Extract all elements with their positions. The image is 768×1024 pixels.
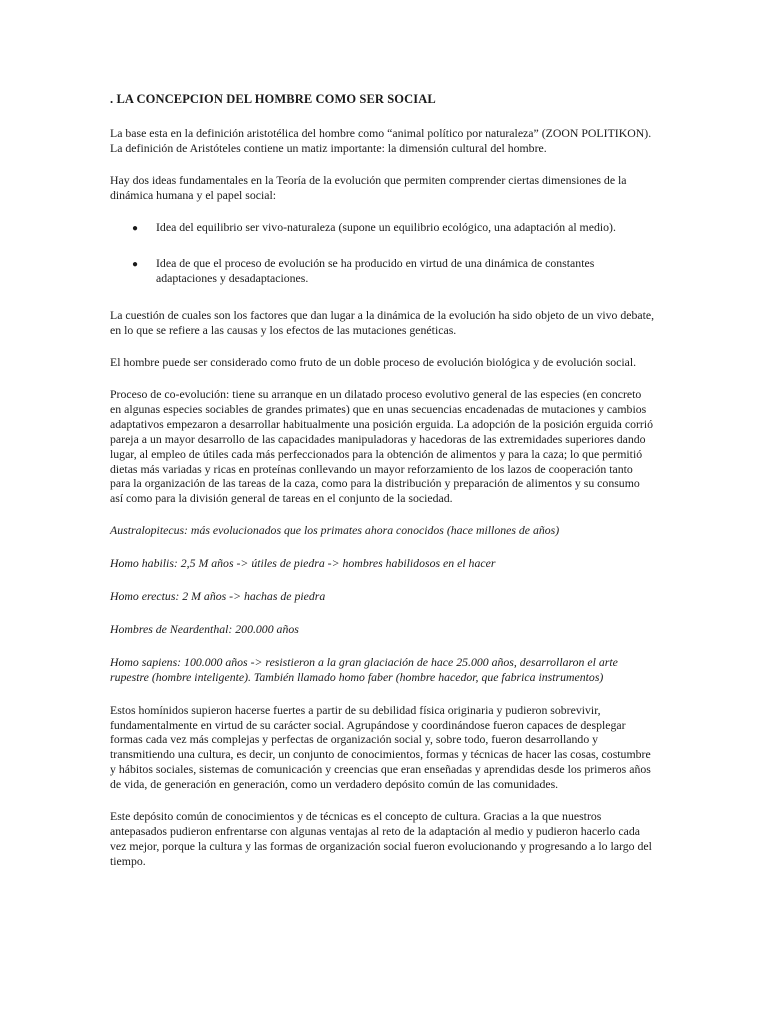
- paragraph-double-process: El hombre puede ser considerado como fruto de un doble proceso de evolución biológica y de evolución social.: [110, 355, 637, 370]
- paragraph-culture: Este depósito común de conocimientos y de técnicas es el concepto de cultura. Gracias a la que nuestros antepasados pudieron enfrentarse con algunas ventajas al reto de la adaptación al medio y pudieron hacerlo cada vez mejor, porque la cultura y las formas de organización social fueron evolucionando y progresando a lo largo del tiempo.: [110, 809, 652, 868]
- bullet-icon: ●: [132, 259, 139, 271]
- paragraph-aristotle: La base esta en la definición aristotélica del hombre como “animal político por naturaleza” (ZOON POLITIKON). La definición de Aristóteles contiene un matiz importante: la dimensión cultural del hombre.: [110, 125, 652, 155]
- paragraph-evolution-ideas: Hay dos ideas fundamentales en la Teoría de la evolución que permiten comprender ciertas dimensiones de la dinámica humana y el papel social:: [110, 172, 627, 202]
- document-page: [110, 92, 655, 886]
- ideas-list: [110, 220, 655, 287]
- list-item: [110, 220, 655, 235]
- list-item-text: Idea del equilibrio ser vivo-naturaleza (supone un equilibrio ecológico, una adaptación al medio).: [156, 219, 616, 234]
- species-neardenthal: Hombres de Neardenthal: 200.000 años: [110, 621, 299, 636]
- paragraph-co-evolution: Proceso de co-evolución: tiene su arranque en un dilatado proceso evolutivo general de las especies (en concreto en algunas especies sociables de grandes primates) que en unas secuencias encadenadas de mutaciones y cambios adaptativos empezaron a desarrollar habitualmente una posición erguida. La adopción de la posición erguida corrió pareja a un mayor desarrollo de las capacidades manipuladoras y hacedoras de las extremidades superiores dando lugar, al empleo de útiles cada más perfeccionados para la obtención de alimentos y para la caza; lo que permitió dietas más variadas y ricas en proteínas conllevando un mayor reforzamiento de los lazos de cooperación tanto para la organización de las tareas de la caza, como para la distribución y preparación de alimentos y su consumo así como para la división general de tareas en el conjunto de la sociedad.: [110, 386, 654, 506]
- paragraph-hominids: Estos homínidos supieron hacerse fuertes a partir de su debilidad física originaria y pudieron sobrevivir, fundamentalmente en virtud de su carácter social. Agrupándose y coordinándose fueron capaces de desplegar formas cada vez más complejas y perfectas de organización social y, sobre todo, fueron desarrollando y transmitiendo una cultura, es decir, un conjunto de conocimientos, formas y técnicas de hacer las cosas, costumbre y hábitos sociales, sistemas de comunicación y creencias que eran enseñadas y aprendidas desde los primeros años de vida, de generación en generación, como un verdadero depósito común de las comunidades.: [110, 702, 651, 792]
- document-title: . LA CONCEPCION DEL HOMBRE COMO SER SOCIAL: [110, 92, 436, 106]
- list-item: [110, 256, 655, 286]
- species-homo-erectus: Homo erectus: 2 M años -> hachas de piedra: [110, 589, 326, 604]
- species-homo-habilis: Homo habilis: 2,5 M años -> útiles de piedra -> hombres habilidosos en el hacer: [110, 556, 496, 571]
- bullet-icon: ●: [132, 222, 139, 234]
- list-item-text: Idea de que el proceso de evolución se ha producido en virtud de una dinámica de constantes adaptaciones y desadaptaciones.: [156, 256, 595, 286]
- species-homo-sapiens: Homo sapiens: 100.000 años -> resistieron a la gran glaciación de hace 25.000 años, desarrollaron el arte rupestre (hombre inteligente). También llamado homo faber (hombre hacedor, que fabrica instrumentos): [110, 654, 618, 684]
- paragraph-debate: La cuestión de cuales son los factores que dan lugar a la dinámica de la evolución ha sido objeto de un vivo debate, en lo que se refiere a las causas y los efectos de las mutaciones genéticas.: [110, 308, 655, 338]
- species-australopitecus: Australopitecus: más evolucionados que los primates ahora conocidos (hace millones de años): [110, 523, 560, 538]
